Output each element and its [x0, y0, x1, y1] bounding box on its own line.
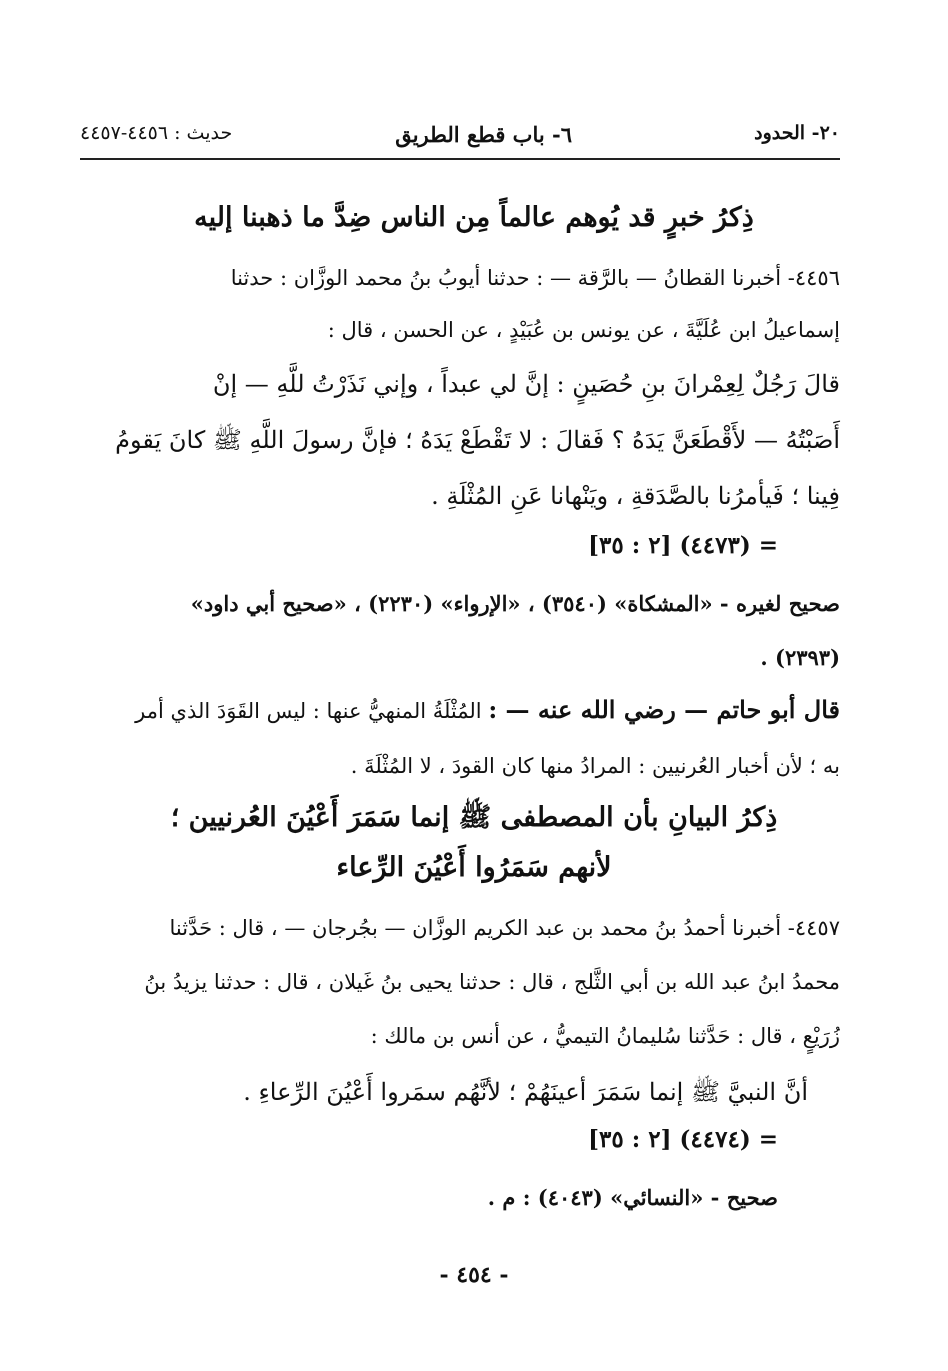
- chapter-title: ٢٠- الحدود: [754, 122, 840, 144]
- section-heading: لأنهم سَمَرُوا أَعْيُنَ الرِّعاء: [336, 852, 612, 883]
- header-rule: [80, 158, 840, 160]
- isnad-line: محمدُ ابنُ عبد الله بن أبي الثَّلج ، قال : حدثنا يحيى بنُ غَيلان ، قال : حدثنا يزيدُ بنُ: [144, 970, 840, 994]
- section-title: ٦- باب قطع الطريق: [395, 122, 572, 147]
- isnad-line: ٤٤٥٦- أخبرنا القطانُ — بالرَّقة — : حدثنا أيوبُ بنُ محمد الوزَّان : حدثنا: [230, 266, 840, 290]
- commentary-line: [80, 694, 840, 727]
- commentary-text: المُثْلَةُ المنهيُّ عنها : ليس القَوَدَ الذي أمر: [135, 699, 489, 723]
- hadith-range: حديث : ٤٤٥٦-٤٤٥٧: [80, 122, 233, 144]
- commentary-line: به ؛ لأن أخبار العُرنيين : المرادُ منها كان القودَ ، لا المُثْلَةَ .: [350, 754, 840, 778]
- section-heading: ذِكرُ خبرٍ قد يُوهم عالماً مِن الناس ضِدَّ ما ذهبنا إليه: [194, 202, 754, 233]
- isnad-line: زُرَيْعٍ ، قال : حَدَّثنا سُليمانُ التيميُّ ، عن أنس بن مالك :: [370, 1024, 840, 1048]
- matn-line: فِينا ؛ فَيأمرُنا بالصَّدَقةِ ، ويَنْهانا عَنِ المُثْلَةِ .: [431, 482, 840, 510]
- cross-reference: = (٤٤٧٤) [٢ : ٣٥]: [588, 1126, 778, 1153]
- running-header: [80, 118, 840, 152]
- matn-line: قالَ رَجُلٌ لِعِمْرانَ بنِ حُصَينٍ : إنَّ لي عبداً ، وإني نَذَرْتُ للَّهِ — إنْ: [212, 370, 840, 398]
- grading-line: صحيح لغيره - «المشكاة» (٣٥٤٠) ، «الإرواء» (٢٢٣٠) ، «صحيح أبي داود»: [190, 591, 840, 616]
- isnad-line: ٤٤٥٧- أخبرنا أحمدُ بنُ محمد بن عبد الكريم الوزَّان — بجُرجان — ، قال : حَدَّثنا: [169, 916, 840, 940]
- page-number: - ٤٥٤ -: [439, 1262, 509, 1288]
- cross-reference: = (٤٤٧٣) [٢ : ٣٥]: [588, 532, 778, 559]
- matn-line: أنَّ النبيَّ ﷺ إنما سَمَرَ أعينَهُمْ ؛ لأنَّهُم سمَروا أَعْيُنَ الرِّعاءِ .: [243, 1078, 808, 1106]
- isnad-line: إسماعيلُ ابن عُلَيَّةَ ، عن يونس بن عُبَيْدٍ ، عن الحسن ، قال :: [327, 318, 840, 342]
- grading-line: صحيح - «النسائي» (٤٠٤٣) : م .: [487, 1185, 778, 1210]
- matn-line: أَصَبْتُهُ — لأَقْطَعَنَّ يَدَهُ ؟ فَقالَ : لا تَقْطَعْ يَدَهُ ؛ فإنَّ رسولَ اللَّهِ ﷺ كانَ يَقومُ: [115, 426, 840, 454]
- grading-line: (٢٣٩٣) .: [760, 645, 840, 670]
- commentary-speaker: قال أبو حاتم — رضي الله عنه — :: [488, 695, 840, 724]
- section-heading: ذِكرُ البيانِ بأن المصطفى ﷺ إنما سَمَرَ أَعْيُنَ العُرنيين ؛: [170, 802, 778, 833]
